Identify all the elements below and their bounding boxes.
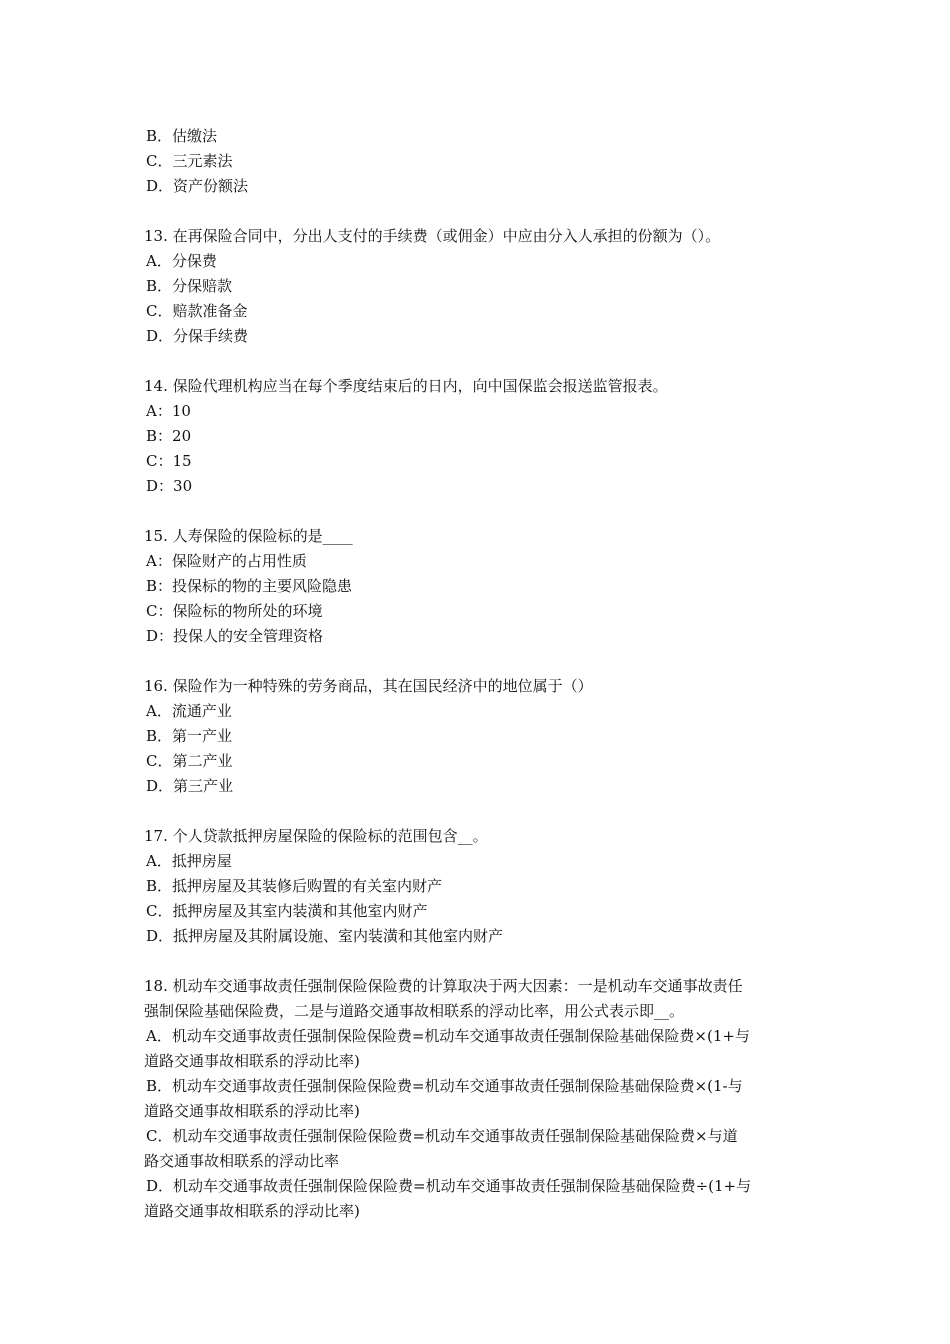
option-d-line-1: D．机动车交通事故责任强制保险保险费=机动车交通事故责任强制保险基础保险费÷(1+与 bbox=[146, 1177, 752, 1195]
option-c-line-2: 路交通事故相联系的浮动比率 bbox=[144, 1152, 340, 1170]
option-a: A．流通产业 bbox=[146, 702, 232, 720]
question-14 bbox=[144, 374, 820, 499]
spacer bbox=[144, 949, 820, 974]
spacer bbox=[144, 499, 820, 524]
option-c-line-1: C．机动车交通事故责任强制保险保险费=机动车交通事故责任强制保险基础保险费×与道 bbox=[146, 1127, 738, 1145]
option-a: A．抵押房屋 bbox=[146, 852, 232, 870]
option-d: D．资产份额法 bbox=[146, 177, 249, 195]
question-stem: 14. 保险代理机构应当在每个季度结束后的日内，向中国保监会报送监管报表。 bbox=[144, 377, 668, 395]
option-a: A：保险财产的占用性质 bbox=[146, 552, 307, 570]
option-b: B：投保标的物的主要风险隐患 bbox=[146, 577, 353, 595]
option-c: C．赔款准备金 bbox=[146, 302, 248, 320]
question-17 bbox=[144, 824, 820, 949]
question-stem-line-2: 强制保险基础保险费，二是与道路交通事故相联系的浮动比率，用公式表示即__。 bbox=[144, 1002, 685, 1020]
question-stem: 13. 在再保险合同中，分出人支付的手续费（或佣金）中应由分入人承担的份额为（）。 bbox=[144, 227, 721, 245]
question-16 bbox=[144, 674, 820, 799]
question-stem: 17. 个人贷款抵押房屋保险的保险标的范围包含__。 bbox=[144, 827, 488, 845]
option-b: B．分保赔款 bbox=[146, 277, 233, 295]
question-13 bbox=[144, 224, 820, 349]
option-c: C．第二产业 bbox=[146, 752, 233, 770]
option-b: B．第一产业 bbox=[146, 727, 233, 745]
option-b: B．抵押房屋及其装修后购置的有关室内财产 bbox=[146, 877, 443, 895]
option-d: D：30 bbox=[146, 477, 193, 495]
option-a-line-1: A．机动车交通事故责任强制保险保险费=机动车交通事故责任强制保险基础保险费×(1+与 bbox=[146, 1027, 750, 1045]
option-a: A：10 bbox=[146, 402, 191, 420]
option-d: D．分保手续费 bbox=[146, 327, 249, 345]
option-b: B．估缴法 bbox=[146, 127, 218, 145]
option-c: C：保险标的物所处的环境 bbox=[146, 602, 323, 620]
question-stem-line-1: 18. 机动车交通事故责任强制保险保险费的计算取决于两大因素：一是机动车交通事故责任 bbox=[144, 977, 743, 995]
option-d-line-2: 道路交通事故相联系的浮动比率) bbox=[144, 1202, 360, 1220]
question-15 bbox=[144, 524, 820, 649]
option-a: A．分保费 bbox=[146, 252, 217, 270]
option-c: C：15 bbox=[146, 452, 192, 470]
spacer bbox=[144, 199, 820, 224]
option-d: D：投保人的安全管理资格 bbox=[146, 627, 324, 645]
spacer bbox=[144, 349, 820, 374]
spacer bbox=[144, 649, 820, 674]
option-b-line-1: B．机动车交通事故责任强制保险保险费=机动车交通事故责任强制保险基础保险费×(1-与 bbox=[146, 1077, 743, 1095]
question-12-options bbox=[144, 124, 820, 199]
spacer bbox=[144, 799, 820, 824]
question-18 bbox=[144, 974, 820, 1224]
option-d: D．第三产业 bbox=[146, 777, 234, 795]
option-c: C．抵押房屋及其室内装潢和其他室内财产 bbox=[146, 902, 428, 920]
option-d: D．抵押房屋及其附属设施、室内装潢和其他室内财产 bbox=[146, 927, 504, 945]
question-stem: 15. 人寿保险的保险标的是____ bbox=[144, 527, 353, 545]
option-b-line-2: 道路交通事故相联系的浮动比率) bbox=[144, 1102, 360, 1120]
option-a-line-2: 道路交通事故相联系的浮动比率) bbox=[144, 1052, 360, 1070]
question-stem: 16. 保险作为一种特殊的劳务商品，其在国民经济中的地位属于（） bbox=[144, 677, 593, 695]
option-c: C．三元素法 bbox=[146, 152, 233, 170]
option-b: B：20 bbox=[146, 427, 192, 445]
